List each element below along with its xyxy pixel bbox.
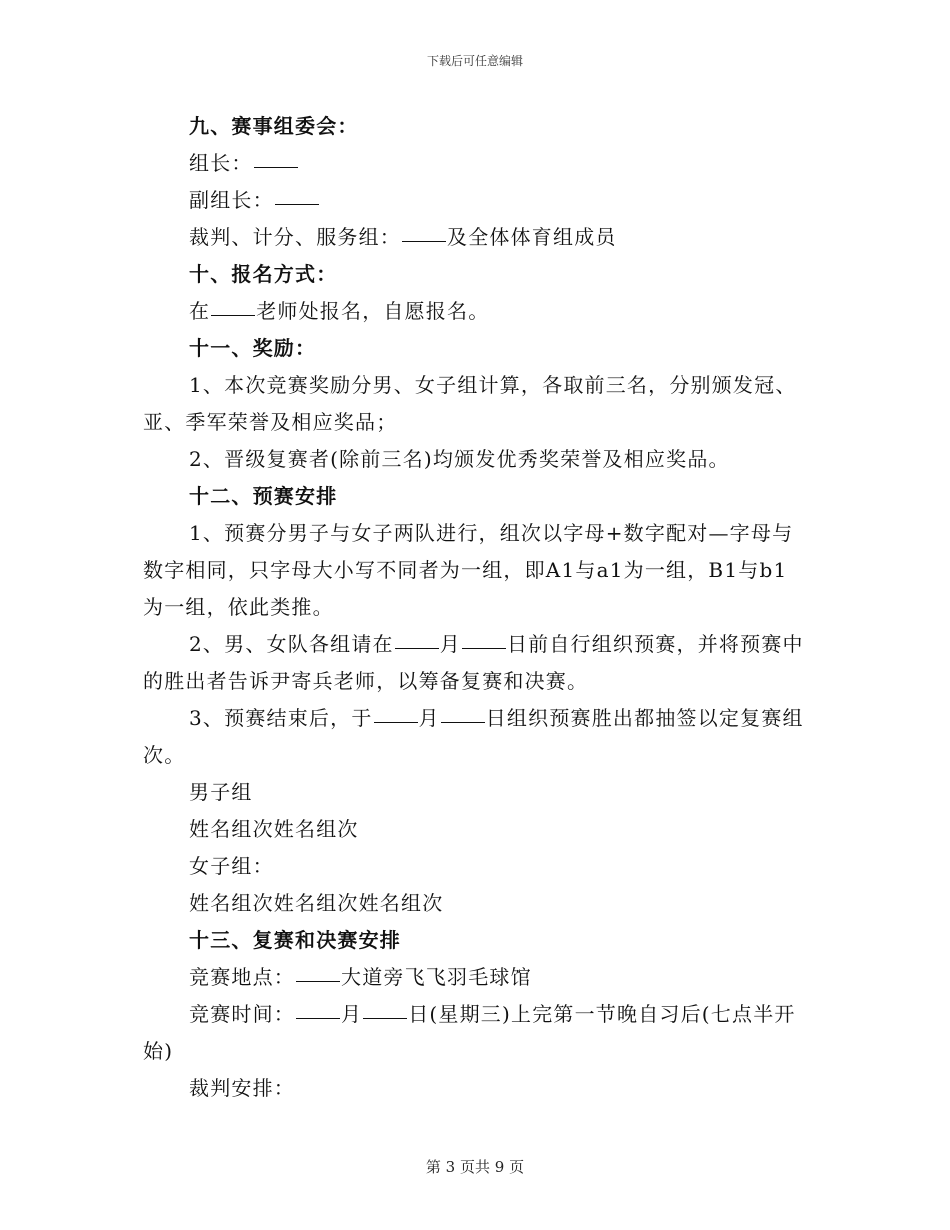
staff-line <box>143 219 808 256</box>
time-month: 月 <box>341 1002 363 1026</box>
section-10-title: 十、报名方式： <box>189 262 338 286</box>
time-label: 竞赛时间： <box>189 1002 295 1026</box>
staff-label: 裁判、计分、服务组： <box>189 225 401 249</box>
male-group-label: 男子组 <box>189 780 253 804</box>
prelim-item-2-a: 2、男、女队各组请在 <box>189 632 394 656</box>
staff-suffix: 及全体体育组成员 <box>447 225 617 249</box>
day-blank <box>363 996 407 1019</box>
section-12-title: 十二、预赛安排 <box>189 484 338 508</box>
section-9-title: 九、赛事组委会： <box>189 114 359 138</box>
month-blank <box>374 700 418 723</box>
referee-line: 裁判安排： <box>189 1076 295 1100</box>
leader-blank <box>254 145 298 168</box>
prelim-item-2-b: 月 <box>439 632 461 656</box>
prelim-item-3 <box>143 700 808 774</box>
male-group-columns: 姓名组次姓名组次 <box>189 817 359 841</box>
prelim-item-3-a: 3、预赛结束后，于 <box>189 706 373 730</box>
signup-suffix: 老师处报名，自愿报名。 <box>256 299 490 323</box>
prelim-item-3-c: 日组织预赛胜出都抽签以定复赛组次。 <box>143 706 804 767</box>
deputy-line <box>143 182 808 219</box>
deputy-label: 副组长： <box>189 188 274 212</box>
deputy-blank <box>275 182 319 205</box>
venue-blank <box>296 959 340 982</box>
leader-line <box>143 145 808 182</box>
month-blank <box>395 626 439 649</box>
day-blank <box>462 626 506 649</box>
prelim-item-1: 1、预赛分男子与女子两队进行，组次以字母+数字配对—字母与数字相同，只字母大小写不同者为一组，即A1与a1为一组，B1与b1为一组，依此类推。 <box>143 521 794 619</box>
section-13-title: 十三、复赛和决赛安排 <box>189 928 401 952</box>
female-group-columns: 姓名组次姓名组次姓名组次 <box>189 891 444 915</box>
time-line <box>143 996 808 1070</box>
venue-line <box>143 959 808 996</box>
page-header: 下载后可任意编辑 <box>426 54 523 68</box>
signup-line <box>143 293 808 330</box>
section-11-title: 十一、奖励： <box>189 336 317 360</box>
reward-item-1: 1、本次竞赛奖励分男、女子组计算，各取前三名，分别颁发冠、亚、季军荣誉及相应奖品； <box>143 373 797 434</box>
document-body <box>143 108 808 1107</box>
staff-blank <box>402 219 446 242</box>
month-blank <box>296 996 340 1019</box>
prelim-item-2-c: 日前自行组织预赛，并将预赛中的胜出者告诉尹寄兵老师，以筹备复赛和决赛。 <box>143 632 804 693</box>
time-text: 日(星期三)上完第一节晚自习后(七点半开始) <box>143 1002 796 1063</box>
day-blank <box>441 700 485 723</box>
prelim-item-2 <box>143 626 808 700</box>
signup-blank <box>211 293 255 316</box>
signup-prefix: 在 <box>189 299 211 323</box>
page-footer: 第 3 页共 9 页 <box>425 1158 525 1176</box>
prelim-item-3-b: 月 <box>418 706 440 730</box>
leader-label: 组长： <box>189 151 253 175</box>
venue-text: 大道旁飞飞羽毛球馆 <box>341 965 532 989</box>
female-group-label: 女子组： <box>189 854 274 878</box>
reward-item-2: 2、晋级复赛者(除前三名)均颁发优秀奖荣誉及相应奖品。 <box>189 447 730 471</box>
venue-label: 竞赛地点： <box>189 965 295 989</box>
